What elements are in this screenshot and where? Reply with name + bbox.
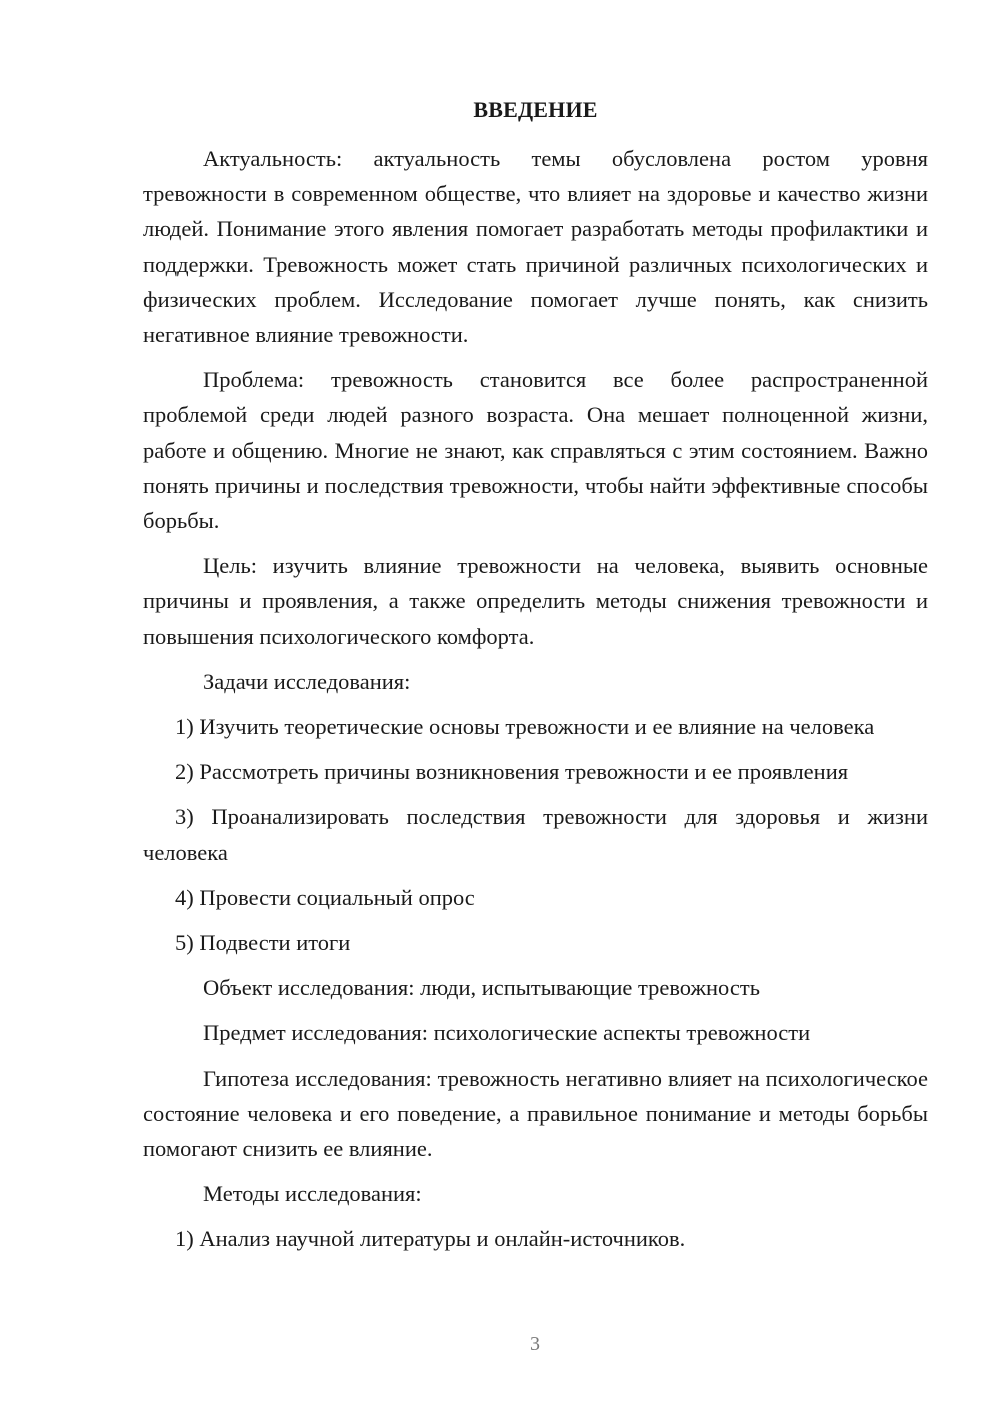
task-item: 3) Проанализировать последствия тревожности для здоровья и жизни человека xyxy=(143,804,928,865)
hypothesis-paragraph: Гипотеза исследования: тревожность негативно влияет на психологическое состояние человека и его поведение, а правильное понимание и методы борьбы помогают снизить ее влияние. xyxy=(143,1065,928,1162)
task-item: 2) Рассмотреть причины возникновения тревожности и ее проявления xyxy=(175,759,849,785)
task-item: 5) Подвести итоги xyxy=(175,930,351,956)
task-item: 4) Провести социальный опрос xyxy=(175,884,475,910)
document-page xyxy=(143,92,928,1267)
page-number: 3 xyxy=(530,1333,540,1355)
subject-paragraph: Предмет исследования: психологические аспекты тревожности xyxy=(203,1020,811,1046)
relevance-paragraph: Актуальность: актуальность темы обусловлена ростом уровня тревожности в современном обществе, что влияет на здоровье и качество жизни людей. Понимание этого явления помогает разработать методы профилактики и поддержки. Тревожность может стать причиной различных психологических и физических проблем. Исследование помогает лучше понять, как снизить негативное влияние тревожности. xyxy=(143,146,928,348)
tasks-heading: Задачи исследования: xyxy=(203,668,411,694)
goal-paragraph: Цель: изучить влияние тревожности на человека, выявить основные причины и проявления, а также определить методы снижения тревожности и повышения психологического комфорта. xyxy=(143,553,928,649)
methods-heading: Методы исследования: xyxy=(203,1181,422,1207)
problem-paragraph: Проблема: тревожность становится все более распространенной проблемой среди людей разного возраста. Она мешает полноценной жизни, работе и общению. Многие не знают, как справляться с этим состоянием. Важно понять причины и последствия тревожности, чтобы найти эффективные способы борьбы. xyxy=(143,367,928,534)
section-title: ВВЕДЕНИЕ xyxy=(473,97,598,122)
method-item: 1) Анализ научной литературы и онлайн-источников. xyxy=(175,1226,686,1252)
task-item: 1) Изучить теоретические основы тревожности и ее влияние на человека xyxy=(175,714,875,740)
object-paragraph: Объект исследования: люди, испытывающие тревожность xyxy=(203,975,760,1001)
